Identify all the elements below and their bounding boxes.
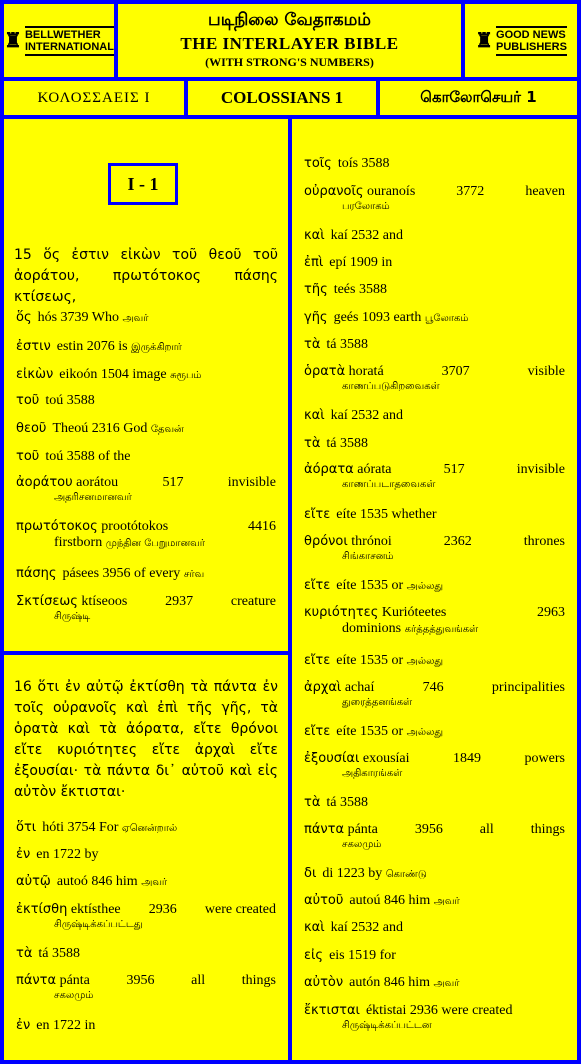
interlinear-entry (304, 227, 565, 244)
tamil-gloss: அவர் (433, 978, 460, 989)
bellwether-logo (4, 26, 114, 56)
interlinear-entry (16, 338, 276, 356)
entry-row (16, 1017, 276, 1034)
entry-row (304, 1002, 565, 1019)
entry-row (304, 974, 565, 992)
gloss: estin 2076 is இருக்கிறார் (56, 339, 182, 354)
transliteration: thrónoi (351, 534, 392, 549)
entry-row (304, 723, 565, 741)
greek-word: τὰ (16, 946, 33, 961)
entry-word: creature (230, 594, 276, 609)
gloss: pásees 3956 of every சர்வ (62, 566, 205, 581)
interlinear-entry (304, 794, 565, 811)
gloss: tá 3588 (38, 946, 81, 961)
tamil-gloss: சகலமும் (342, 839, 382, 850)
entry-word: heaven (525, 184, 565, 199)
entry-row (304, 679, 565, 696)
entry-row (304, 336, 565, 353)
interlinear-entry (304, 821, 565, 852)
greek-word: θρόνοι (304, 534, 348, 549)
entry-row (16, 420, 276, 438)
interlinear-entry (304, 1002, 565, 1033)
good-news-logo (475, 26, 567, 56)
entry-word: 517 (443, 462, 465, 477)
greek-word: ὅς (16, 310, 32, 325)
entry-word: things (530, 822, 565, 837)
interlinear-entry (304, 604, 565, 638)
transliteration: aórata (357, 462, 392, 477)
greek-word: θεοῦ (16, 421, 47, 436)
greek-word: τὰ (304, 795, 321, 810)
entry-greek-word (16, 972, 90, 989)
tamil-gloss: அவர் (433, 896, 460, 907)
entry-row (16, 945, 276, 962)
entry-word: 2362 (443, 534, 472, 549)
logo-left-line1: BELLWETHER (24, 28, 101, 41)
entry-row (304, 506, 565, 523)
greek-word: εἴτε (304, 653, 331, 668)
tamil-gloss: அதரிசனமானவர் (54, 492, 132, 503)
interlinear-entry (16, 420, 276, 438)
page-subtitle: (WITH STRONG'S NUMBERS) (205, 55, 374, 69)
entry-greek-word (304, 679, 374, 696)
entry-row (16, 474, 276, 491)
english-gloss: dominions கர்த்தத்துவங்கள் (342, 621, 479, 636)
entry-row (304, 533, 565, 550)
interlinear-entry (304, 652, 565, 670)
greek-word: τοῦ (16, 449, 40, 464)
gloss: teés 3588 (333, 282, 387, 297)
interlinear-entry (16, 565, 276, 583)
entry-word: 2936 (148, 902, 177, 917)
page-title: THE INTERLAYER BIBLE (180, 34, 399, 53)
gloss: eíte 1535 whether (336, 507, 437, 522)
entry-row (16, 448, 276, 465)
book-greek: ΚΟΛΟΣΣΑΕΙΣ I (4, 81, 184, 115)
entry-row (16, 901, 276, 918)
tamil-gloss: காணப்படாதவைகள் (342, 479, 436, 490)
interlinear-entry (304, 577, 565, 595)
entry-word: 2937 (165, 594, 194, 609)
logo-left-panel (4, 4, 114, 77)
gloss: eíte 1535 or அல்லது (336, 724, 444, 739)
greek-word: αὐτοῦ (304, 893, 344, 908)
interlinear-entry (16, 873, 276, 891)
tamil-gloss: சிருஷ்டிக்கப்பட்டது (54, 919, 143, 930)
interlinear-entry (304, 435, 565, 452)
bell-icon: ♜ (4, 29, 22, 52)
logo-right-line2: PUBLISHERS (496, 40, 567, 53)
entry-word: powers (524, 751, 565, 766)
title-tamil: படிநிலை வேதாகமம் (208, 10, 371, 30)
gloss: toú 3588 (45, 393, 95, 408)
greek-word: τῆς (304, 282, 328, 297)
entry-greek-word (16, 901, 121, 918)
tamil-gloss: அல்லது (406, 581, 444, 592)
right-panel-interlinear (292, 119, 577, 1060)
entry-row (304, 865, 565, 883)
gloss: eis 1519 for (329, 948, 396, 963)
greek-word: Σκτίσεως (16, 594, 78, 609)
lamp-icon: ♜ (475, 29, 494, 52)
interlinear-entry (16, 1017, 276, 1034)
entry-row (16, 565, 276, 583)
greek-word: γῆς (304, 310, 328, 325)
logo-right-line1: GOOD NEWS (496, 28, 566, 41)
entry-row (16, 392, 276, 409)
entry-row (304, 821, 565, 838)
entry-row (304, 461, 565, 478)
interlinear-entry (304, 309, 565, 327)
greek-word: αὐτὸν (304, 975, 344, 990)
interlinear-entry (304, 281, 565, 298)
entry-row (304, 309, 565, 327)
gloss: autoó 846 him அவர் (56, 874, 168, 889)
tamil-gloss: சகலமும் (54, 990, 94, 1001)
entry-row (304, 577, 565, 595)
gloss: Theoú 2316 God தேவன் (52, 421, 184, 436)
greek-word: οὐρανοῖς (304, 184, 364, 199)
gloss: tá 3588 (326, 337, 369, 352)
interlinear-entry (304, 947, 565, 964)
gloss: hós 3739 Who அவர் (37, 310, 149, 325)
greek-word: ἐκτίσθη (16, 902, 68, 917)
gloss: tá 3588 (326, 795, 369, 810)
interlinear-entry (304, 865, 565, 883)
book-english: COLOSSIANS 1 (188, 81, 376, 115)
interlinear-entry (304, 892, 565, 910)
interlinear-entry (304, 461, 565, 492)
transliteration: horatá (348, 364, 384, 379)
tamil-gloss: அல்லது (406, 656, 444, 667)
entry-word: thrones (523, 534, 565, 549)
left-panel-verse-15 (4, 119, 288, 651)
entry-row (16, 366, 276, 384)
tamil-gloss: சிருஷ்டி (54, 611, 91, 622)
greek-word: πάντα (16, 973, 57, 988)
gloss: eíte 1535 or அல்லது (336, 578, 444, 593)
greek-word: καὶ (304, 920, 325, 935)
entry-word: 2963 (537, 605, 565, 620)
entry-row (16, 873, 276, 891)
tamil-gloss: சிருஷ்டிக்கப்பட்டன (342, 1020, 432, 1031)
gloss: geés 1093 earth பூலோகம் (333, 310, 469, 325)
gloss: toú 3588 of the (45, 449, 131, 464)
gloss: tá 3588 (326, 436, 369, 451)
entry-word: 517 (162, 475, 184, 490)
entry-greek-word (304, 533, 392, 550)
greek-word: εἰκὼν (16, 367, 54, 382)
left-panel-verse-16 (4, 655, 288, 1060)
greek-word: ἐξουσίαι (304, 751, 360, 766)
greek-word: ὁρατὰ (304, 364, 346, 379)
gloss: di 1223 by கொண்டு (322, 866, 427, 881)
interlinear-entry (16, 819, 276, 837)
transliteration: prootótokos (101, 519, 169, 534)
greek-word: ἐπὶ (304, 255, 324, 270)
entry-greek-word (304, 183, 415, 200)
entry-word: invisible (516, 462, 565, 477)
entry-word: visible (527, 364, 565, 379)
gloss: autón 846 him அவர் (349, 975, 460, 990)
transliteration: Kuriótеetes (381, 605, 447, 620)
entry-row (304, 794, 565, 811)
greek-word: τὰ (304, 436, 321, 451)
greek-word: εἴτε (304, 724, 331, 739)
chapter-label: I - 1 (108, 163, 178, 205)
tamil-gloss: கொண்டு (385, 869, 427, 880)
transliteration: ouranoís (367, 184, 416, 199)
interlinear-entry (304, 679, 565, 710)
title-panel (118, 4, 461, 77)
interlinear-entry (16, 474, 276, 505)
entry-word: were created (204, 902, 276, 917)
entry-row (304, 947, 565, 964)
entry-word: all (191, 973, 206, 988)
entry-row (16, 593, 276, 610)
gloss: éktistai 2936 were created (365, 1003, 513, 1018)
gloss: kaí 2532 and (330, 920, 403, 935)
tamil-gloss: முந்தின பேறுமானவர் (105, 538, 205, 549)
gloss: en 1722 by (36, 847, 99, 862)
interlinear-entry (304, 336, 565, 353)
entry-word: invisible (227, 475, 276, 490)
entry-row (16, 309, 276, 327)
tamil-gloss: கர்த்தத்துவங்கள் (404, 624, 479, 635)
tamil-gloss: சிங்காசனம் (342, 551, 394, 562)
greek-word: ἀοράτου (16, 475, 73, 490)
interlinear-entry (304, 974, 565, 992)
entry-greek-word (16, 593, 127, 610)
tamil-gloss: பூலோகம் (424, 313, 469, 324)
greek-word: καὶ (304, 228, 325, 243)
transliteration: ktíseoos (81, 594, 128, 609)
entry-row (304, 892, 565, 910)
entry-row (304, 604, 565, 621)
greek-word: αὐτῷ (16, 874, 51, 889)
interlinear-entry (16, 593, 276, 624)
verse-16-text: 16 ὅτι ἐν αὐτῷ ἐκτίσθη τὰ πάντα ἐν τοῖς οὐρανοῖς καὶ ἐπὶ τῆς γῆς, τὰ ὁρατὰ καὶ τὰ ἀόρατα, εἴτε θρόνοι εἴτε κυριότητες εἴτε ἀρχαὶ εἴτε ἐξουσίαι· τὰ πάντα δι᾽ αὐτοῦ καὶ εἰς αὐτὸν ἔκτισται· (14, 679, 278, 800)
transliteration: pánta (59, 973, 90, 988)
entry-greek-word (304, 750, 410, 767)
tamil-gloss: அவர் (122, 313, 149, 324)
greek-word: ἐστιν (16, 339, 51, 354)
entry-word: principalities (491, 680, 565, 695)
greek-word: ἀόρατα (304, 462, 354, 477)
entry-row (304, 227, 565, 244)
transliteration: achaí (344, 680, 375, 695)
entry-greek-word (16, 474, 118, 491)
entry-row (304, 750, 565, 767)
entry-row (304, 254, 565, 271)
english-gloss: firstborn முந்தின பேறுமானவர் (54, 535, 205, 550)
transliteration: aorátou (76, 475, 119, 490)
entry-word: 3956 (126, 973, 155, 988)
tamil-gloss: சுரூபம் (170, 370, 202, 381)
entry-row (304, 281, 565, 298)
gloss: epí 1909 in (329, 255, 393, 270)
greek-word: ἔκτισται (304, 1003, 360, 1018)
entry-word: 3956 (414, 822, 443, 837)
gloss: eikoón 1504 image சுரூபம் (59, 367, 202, 382)
verse-15-text: 15 ὅς ἐστιν εἰκὼν τοῦ θεοῦ τοῦ ἀοράτου, πρωτότοκος πάσης κτίσεως, (14, 247, 278, 305)
gloss: kaí 2532 and (330, 228, 403, 243)
interlinear-entry (304, 533, 565, 564)
gloss: toís 3588 (337, 156, 390, 171)
interlinear-entry (16, 945, 276, 962)
greek-word: καὶ (304, 408, 325, 423)
book-tamil: கொலோசெயர் 1 (380, 81, 577, 115)
entry-row (16, 338, 276, 356)
gloss: en 1722 in (36, 1018, 96, 1033)
transliteration: ektísthee (70, 902, 121, 917)
tamil-gloss: சர்வ (183, 569, 205, 580)
interlinear-entry (304, 254, 565, 271)
entry-greek-word (16, 518, 168, 535)
logo-right-panel (465, 4, 577, 77)
entry-greek-word (304, 363, 384, 380)
entry-row (304, 183, 565, 200)
interlinear-entry (16, 901, 276, 932)
transliteration: exousíai (362, 751, 410, 766)
interlinear-entry (304, 750, 565, 781)
entry-greek-word (304, 461, 391, 478)
entry-word: 3772 (456, 184, 485, 199)
greek-word: τοῖς (304, 156, 332, 171)
interlinear-entry (16, 448, 276, 465)
greek-word: ἀρχαὶ (304, 680, 342, 695)
interlinear-entry (304, 155, 565, 172)
entry-word: 4416 (248, 519, 276, 534)
entry-greek-word (304, 821, 378, 838)
gloss: hóti 3754 For ஏனென்றால் (42, 820, 178, 835)
transliteration: pánta (347, 822, 378, 837)
tamil-gloss: துரைத்தனங்கள் (342, 697, 413, 708)
greek-word: ἐν (16, 1018, 31, 1033)
interlinear-entry (304, 723, 565, 741)
entry-word: 1849 (453, 751, 482, 766)
greek-word: πάσης (16, 566, 57, 581)
entry-row (304, 652, 565, 670)
tamil-gloss: தேவன் (150, 424, 184, 435)
greek-word: τοῦ (16, 393, 40, 408)
tamil-gloss: அவர் (141, 877, 168, 888)
entry-word: things (241, 973, 276, 988)
interlinear-entry (304, 919, 565, 936)
entry-word: 3707 (441, 364, 470, 379)
greek-word: εἴτε (304, 578, 331, 593)
interlinear-entry (16, 972, 276, 1003)
tamil-gloss: பரலோகம் (342, 201, 390, 212)
entry-row (16, 972, 276, 989)
entry-row (304, 919, 565, 936)
interlinear-entry (16, 846, 276, 863)
entry-row (304, 155, 565, 172)
interlinear-entry (16, 518, 276, 552)
entry-row (16, 819, 276, 837)
interlinear-entry (304, 363, 565, 394)
entry-word: all (479, 822, 494, 837)
entry-row (304, 407, 565, 424)
greek-word: κυριότητες (304, 605, 379, 620)
greek-word: ἐν (16, 847, 31, 862)
greek-word: εἰς (304, 948, 324, 963)
tamil-gloss: அதிகாரங்கள் (342, 768, 403, 779)
tamil-gloss: காணப்படுகிறவைகள் (342, 381, 440, 392)
interlinear-entry (304, 183, 565, 214)
entry-row (16, 846, 276, 863)
tamil-gloss: ஏனென்றால் (121, 823, 178, 834)
interlinear-entry (16, 309, 276, 327)
tamil-gloss: இருக்கிறார் (131, 342, 182, 353)
greek-word: πάντα (304, 822, 345, 837)
interlinear-entry (304, 407, 565, 424)
logo-left-line2: INTERNATIONAL (24, 40, 114, 53)
greek-word: πρωτότοκος (16, 519, 98, 534)
tamil-gloss: அல்லது (406, 727, 444, 738)
entry-row (304, 363, 565, 380)
interlinear-entry (16, 392, 276, 409)
greek-word: δι (304, 866, 317, 881)
greek-word: τὰ (304, 337, 321, 352)
entry-word: 746 (422, 680, 444, 695)
interlinear-entry (304, 506, 565, 523)
entry-greek-word (304, 604, 446, 621)
gloss: eíte 1535 or அல்லது (336, 653, 444, 668)
gloss: kaí 2532 and (330, 408, 403, 423)
gloss: autoú 846 him அவர் (349, 893, 460, 908)
interlinear-entry (16, 366, 276, 384)
greek-word: εἴτε (304, 507, 331, 522)
entry-row (16, 518, 276, 535)
greek-word: ὅτι (16, 820, 37, 835)
entry-row (304, 435, 565, 452)
